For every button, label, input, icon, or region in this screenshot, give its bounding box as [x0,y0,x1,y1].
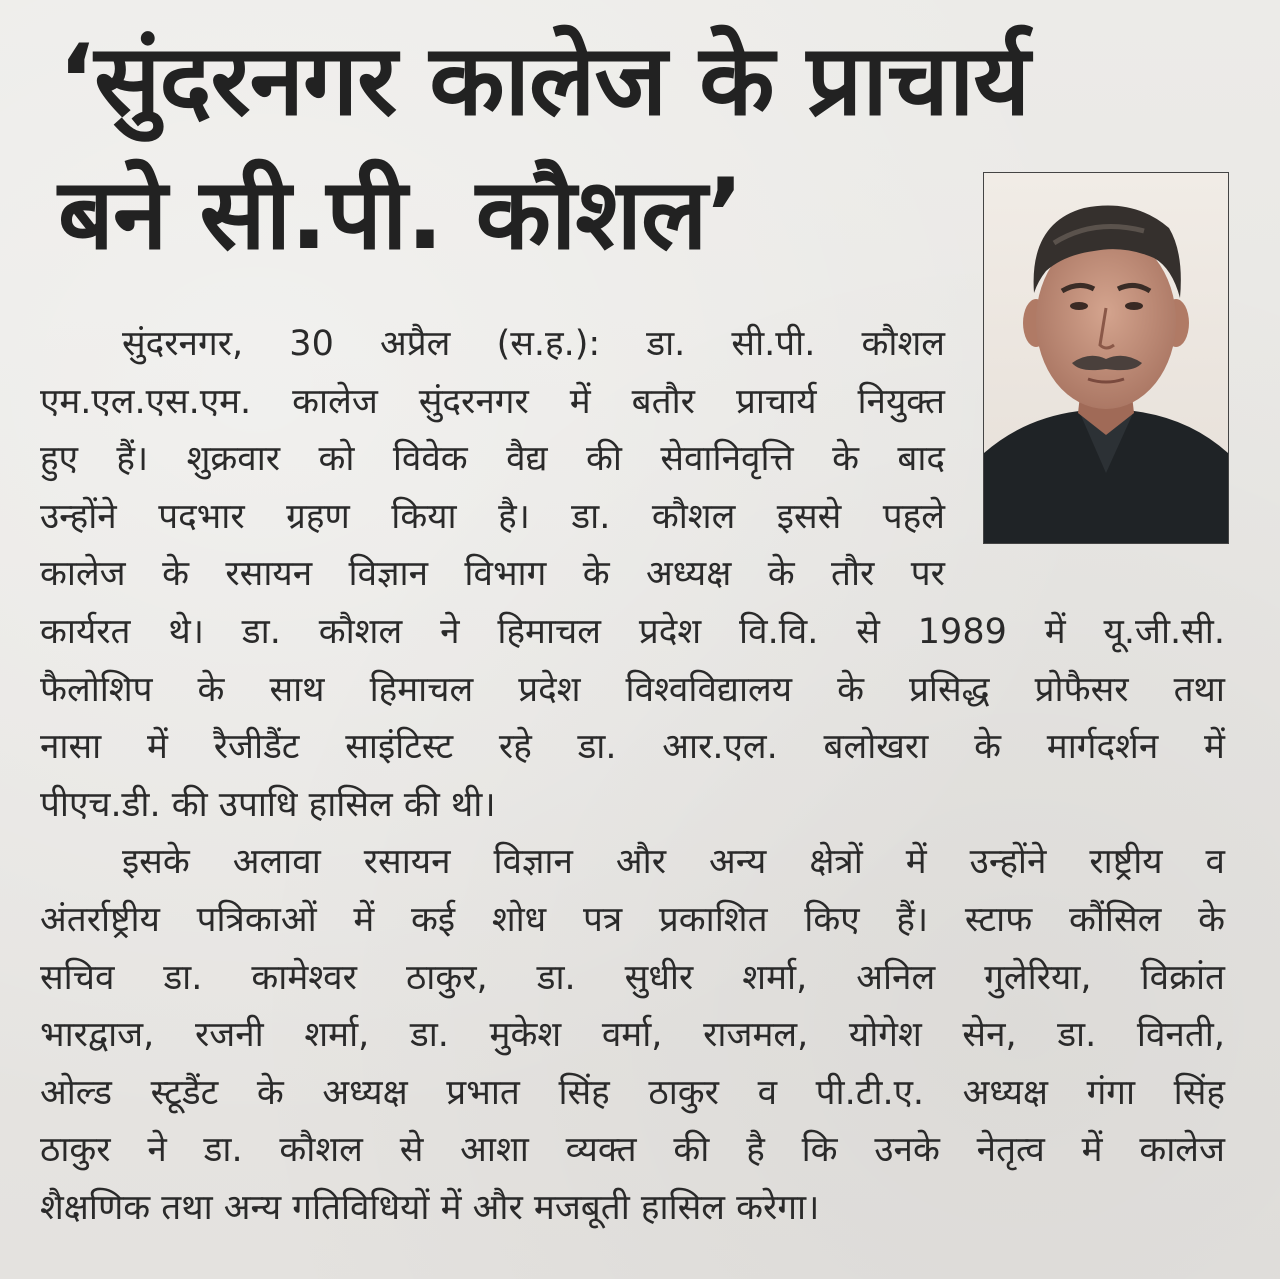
body-line: सुंदरनगर, 30 अप्रैल (स.ह.): डा. सी.पी. कौशल [122,324,945,364]
body-line: अंतर्राष्ट्रीय पत्रिकाओं में कई शोध पत्र प्रकाशित किए हैं। स्टाफ कौंसिल के [40,899,1225,940]
body-line: एम.एल.एस.एम. कालेज सुंदरनगर में बतौर प्राचार्य नियुक्त [40,381,945,422]
body-line: कालेज के रसायन विज्ञान विभाग के अध्यक्ष के तौर पर [40,554,945,595]
body-line: कार्यरत थे। डा. कौशल ने हिमाचल प्रदेश वि.वि. से 1989 में यू.जी.सी. [40,611,1225,652]
body-line: हुए हैं। शुक्रवार को विवेक वैद्य की सेवानिवृत्ति के बाद [40,439,945,480]
headline [58,14,1029,282]
body-line: फैलोशिप के साथ हिमाचल प्रदेश विश्वविद्यालय के प्रसिद्ध प्रोफैसर तथा [40,669,1225,710]
body-line: नासा में रैजीडैंट साइंटिस्ट रहे डा. आर.एल. बलोखरा के मार्गदर्शन में [40,727,1225,768]
headline-line-1: ‘सुंदरनगर कालेज के प्राचार्य [58,24,1030,138]
body-line: ठाकुर ने डा. कौशल से आशा व्यक्त की है कि उनके नेतृत्व में कालेज [40,1130,1225,1171]
body-line: शैक्षणिक तथा अन्य गतिविधियों में और मजबूती हासिल करेगा। [40,1187,820,1228]
body-line: इसके अलावा रसायन विज्ञान और अन्य क्षेत्रों में उन्होंने राष्ट्रीय व [122,842,1225,883]
article-body [40,316,1225,1238]
body-line: पीएच.डी. की उपाधि हासिल की थी। [40,784,496,825]
body-line: ओल्ड स्टूडैंट के अध्यक्ष प्रभात सिंह ठाकुर व पी.टी.ए. अध्यक्ष गंगा सिंह [40,1072,1225,1113]
headline-line-2: बने सी.पी. कौशल’ [58,158,743,272]
body-line: सचिव डा. कामेश्वर ठाकुर, डा. सुधीर शर्मा, अनिल गुलेरिया, विक्रांत [40,957,1225,998]
body-line: भारद्वाज, रजनी शर्मा, डा. मुकेश वर्मा, राजमल, योगेश सेन, डा. विनती, [40,1015,1225,1056]
body-line: उन्होंने पदभार ग्रहण किया है। डा. कौशल इससे पहले [40,496,945,537]
